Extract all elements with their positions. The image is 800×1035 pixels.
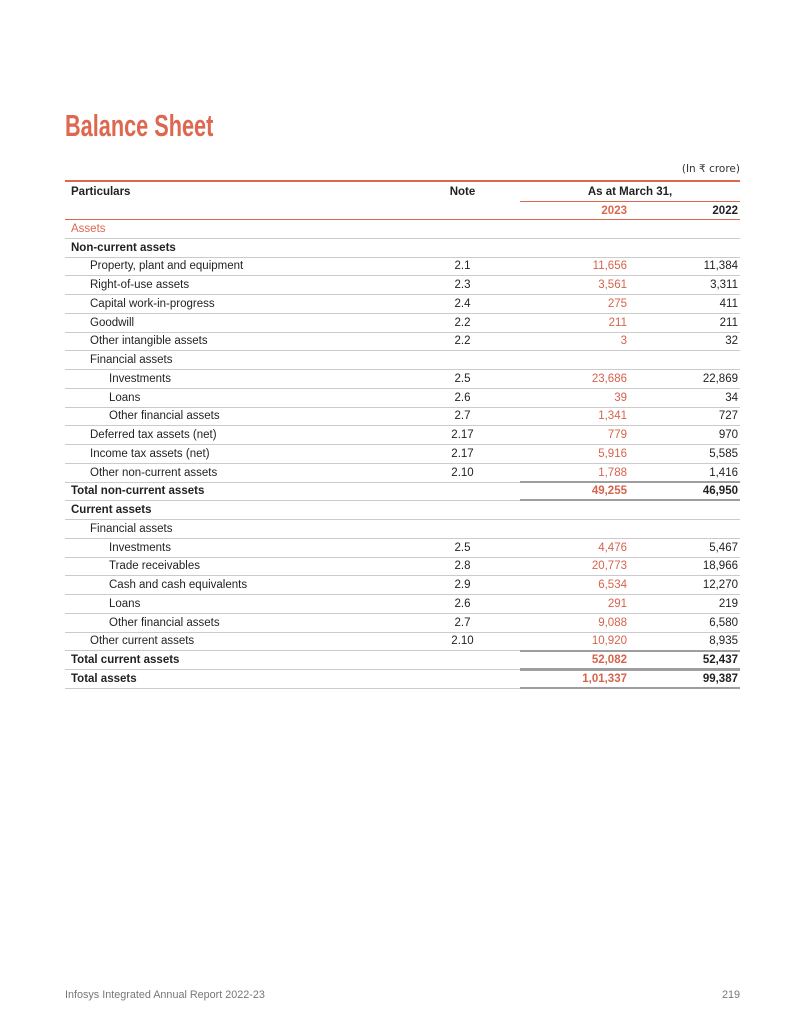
row-value-2023: 11,656 (592, 260, 627, 273)
row-value-2023: 4,476 (598, 541, 627, 554)
row-note: 2.3 (454, 279, 471, 292)
report-page-content (65, 0, 740, 689)
row-value-2022: 11,384 (703, 260, 738, 273)
table-row (65, 614, 740, 633)
row-value-2022: 5,467 (709, 541, 738, 554)
row-note: 2.5 (454, 541, 471, 554)
table-row (65, 539, 740, 558)
row-label: Total assets (71, 672, 137, 685)
row-label: Total non-current assets (71, 485, 205, 498)
table-row (65, 576, 740, 595)
row-label: Goodwill (90, 316, 135, 329)
row-value-2022: 12,270 (702, 579, 738, 592)
table-row (65, 389, 740, 408)
table-row (65, 370, 740, 389)
row-value-2022: 46,950 (702, 485, 738, 498)
row-note: 2.10 (451, 635, 474, 648)
row-value-2023: 52,082 (591, 654, 627, 667)
row-label: Trade receivables (109, 560, 200, 573)
table-row (65, 295, 740, 314)
table-row (65, 558, 740, 577)
row-label: Other financial assets (109, 410, 220, 423)
table-row (65, 670, 740, 689)
page-footer (65, 989, 740, 1001)
table-header-row (65, 182, 740, 202)
row-note: 2.2 (454, 335, 471, 348)
table-year-row (65, 202, 740, 220)
table-row (65, 276, 740, 295)
row-value-2022: 219 (718, 597, 738, 610)
col-header-year-2022: 2022 (712, 204, 738, 217)
row-note: 2.8 (454, 560, 471, 573)
row-value-2023: 10,920 (591, 635, 627, 648)
row-value-2023: 6,534 (598, 579, 627, 592)
row-label: Right-of-use assets (90, 279, 190, 292)
row-note: 2.2 (454, 316, 471, 329)
col-header-note: Note (449, 186, 476, 198)
row-value-2023: 1,341 (598, 410, 627, 423)
table-row (65, 633, 740, 652)
row-note: 2.6 (454, 391, 471, 404)
row-label: Other financial assets (109, 616, 220, 629)
row-note: 2.9 (454, 579, 471, 592)
row-label: Financial assets (90, 354, 173, 367)
row-note: 2.7 (454, 616, 471, 629)
table-body (65, 220, 740, 689)
row-label: Non-current assets (71, 241, 176, 254)
row-value-2023: 1,788 (598, 466, 627, 479)
row-value-2023: 9,088 (598, 616, 627, 629)
table-row (65, 651, 740, 670)
row-label: Assets (71, 222, 106, 235)
row-value-2023: 23,686 (591, 372, 627, 385)
table-row (65, 445, 740, 464)
row-label: Cash and cash equivalents (109, 579, 248, 592)
row-note: 2.5 (454, 372, 471, 385)
row-label: Other non-current assets (90, 466, 218, 479)
row-label: Capital work-in-progress (90, 297, 215, 310)
row-note: 2.7 (454, 410, 471, 423)
row-value-2022: 411 (719, 297, 738, 310)
table-row (65, 239, 740, 258)
row-label: Financial assets (90, 522, 173, 535)
page-title: Balance Sheet (65, 108, 214, 143)
row-value-2023: 20,773 (591, 560, 627, 573)
col-header-year-2023: 2023 (601, 204, 627, 217)
table-row (65, 351, 740, 370)
row-value-2022: 22,869 (702, 372, 738, 385)
row-value-2022: 52,437 (702, 654, 738, 667)
row-label: Other intangible assets (90, 335, 208, 348)
row-label: Investments (109, 541, 171, 554)
row-note: 2.4 (454, 297, 471, 310)
row-note: 2.6 (454, 597, 471, 610)
row-value-2022: 727 (718, 410, 738, 423)
row-value-2022: 3,311 (710, 279, 738, 292)
row-note: 2.17 (451, 447, 474, 460)
footer-report-name: Infosys Integrated Annual Report 2022-23 (65, 989, 265, 1001)
table-row (65, 501, 740, 520)
row-value-2023: 3 (620, 335, 627, 348)
row-value-2023: 779 (607, 429, 627, 442)
row-value-2022: 1,416 (709, 466, 738, 479)
row-label: Current assets (71, 504, 152, 517)
row-label: Loans (109, 391, 141, 404)
row-label: Loans (109, 597, 141, 610)
row-value-2023: 39 (614, 391, 627, 404)
table-row (65, 408, 740, 427)
row-label: Income tax assets (net) (90, 447, 210, 460)
col-header-period: As at March 31, (520, 182, 740, 202)
row-value-2022: 211 (719, 316, 738, 329)
row-value-2022: 32 (725, 335, 738, 348)
row-value-2022: 8,935 (709, 635, 738, 648)
row-note: 2.1 (454, 260, 471, 273)
row-value-2023: 5,916 (598, 447, 627, 460)
table-row (65, 333, 740, 352)
table-row (65, 258, 740, 277)
row-label: Total current assets (71, 654, 180, 667)
row-value-2022: 5,585 (709, 447, 738, 460)
table-row (65, 483, 740, 502)
row-value-2022: 18,966 (702, 560, 738, 573)
table-row (65, 595, 740, 614)
row-value-2023: 211 (608, 316, 627, 329)
row-label: Other current assets (90, 635, 195, 648)
row-label: Investments (109, 372, 171, 385)
table-row (65, 426, 740, 445)
row-value-2023: 291 (607, 597, 627, 610)
row-label: Property, plant and equipment (90, 260, 244, 273)
row-value-2023: 275 (607, 297, 627, 310)
table-row (65, 220, 740, 239)
footer-page-number: 219 (721, 989, 740, 1001)
row-value-2023: 49,255 (591, 485, 627, 498)
currency-unit-note: (In ₹ crore) (681, 163, 740, 175)
row-value-2022: 6,580 (709, 616, 738, 629)
row-value-2023: 1,01,337 (582, 672, 627, 685)
balance-sheet-table (65, 180, 740, 689)
table-row (65, 520, 740, 539)
col-header-particulars: Particulars (71, 186, 131, 198)
table-row (65, 464, 740, 483)
row-note: 2.10 (451, 466, 474, 479)
row-value-2023: 3,561 (598, 279, 627, 292)
table-row (65, 314, 740, 333)
row-value-2022: 34 (725, 391, 738, 404)
row-value-2022: 99,387 (702, 672, 738, 685)
row-note: 2.17 (451, 429, 474, 442)
row-label: Deferred tax assets (net) (90, 429, 217, 442)
row-value-2022: 970 (718, 429, 738, 442)
